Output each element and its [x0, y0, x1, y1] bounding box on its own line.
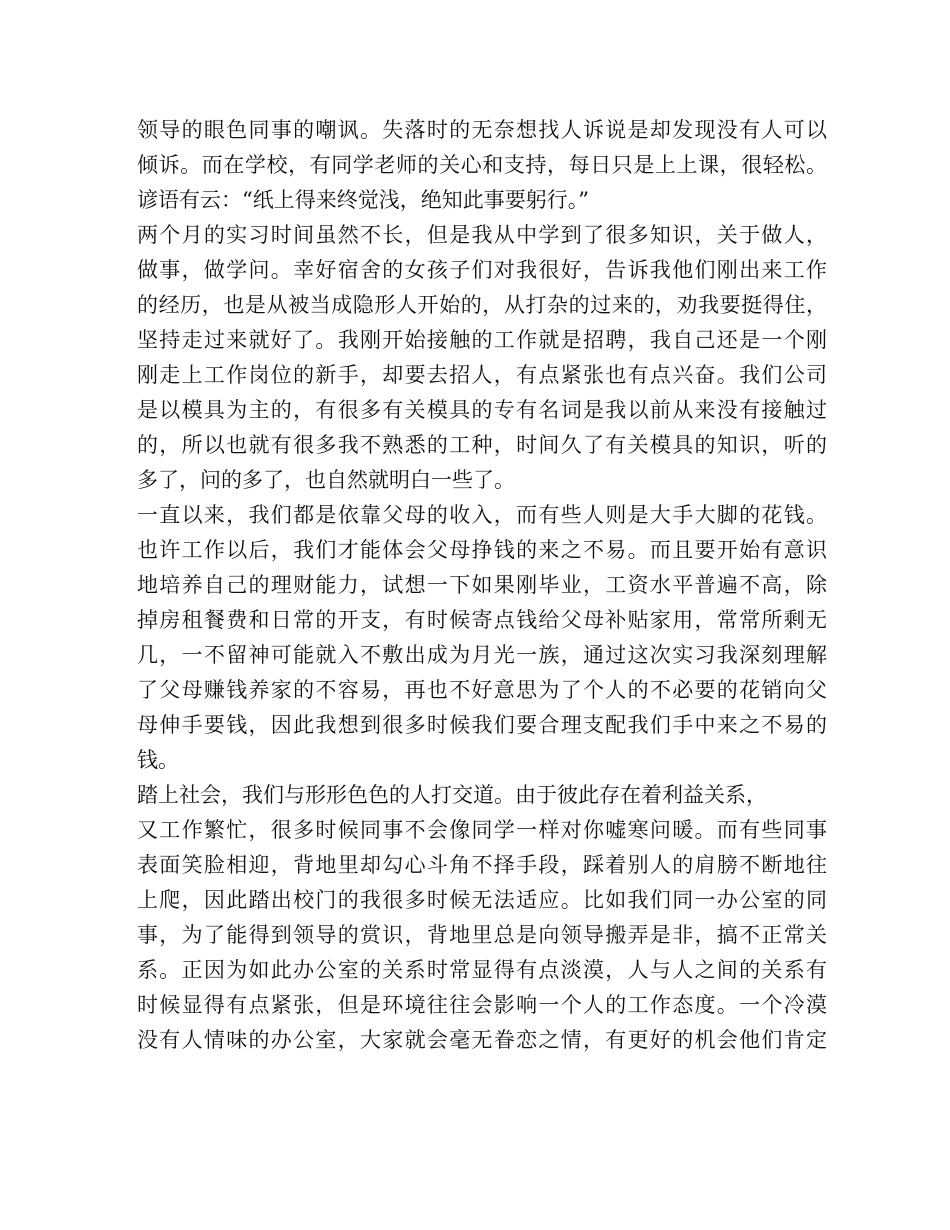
text-line: 事，为了能得到领导的赏识，背地里总是向领导搬弄是非，搞不正常关	[137, 923, 827, 947]
text-line: 也许工作以后，我们才能体会父母挣钱的来之不易。而且要开始有意识	[137, 538, 827, 562]
text-line: 又工作繁忙，很多时候同事不会像同学一样对你嘘寒问暖。而有些同事	[137, 818, 827, 842]
text-line: 是以模具为主的，有很多有关模具的专有名词是我以前从来没有接触过	[137, 398, 827, 422]
text-line: 几，一不留神可能就入不敷出成为月光一族，通过这次实习我深刻理解	[137, 643, 827, 667]
text-line: 地培养自己的理财能力，试想一下如果刚毕业，工资水平普遍不高，除	[137, 573, 827, 597]
text-line: 坚持走过来就好了。我刚开始接触的工作就是招聘，我自己还是一个刚	[137, 328, 827, 352]
text-line: 两个月的实习时间虽然不长，但是我从中学到了很多知识，关于做人，	[137, 223, 827, 247]
text-line: 上爬，因此踏出校门的我很多时候无法适应。比如我们同一办公室的同	[137, 888, 827, 912]
text-line: 踏上社会，我们与形形色色的人打交道。由于彼此存在着利益关系，	[137, 783, 767, 807]
text-line: 谚语有云：“纸上得来终觉浅，绝知此事要躬行。”	[137, 188, 589, 212]
text-line: 系。正因为如此办公室的关系时常显得有点淡漠，人与人之间的关系有	[137, 958, 827, 982]
text-line: 倾诉。而在学校，有同学老师的关心和支持，每日只是上上课，很轻松。	[137, 153, 827, 177]
text-line: 表面笑脸相迎，背地里却勾心斗角不择手段，踩着别人的肩膀不断地往	[137, 853, 827, 877]
text-line: 刚走上工作岗位的新手，却要去招人，有点紧张也有点兴奋。我们公司	[137, 363, 827, 387]
text-line: 没有人情味的办公室，大家就会毫无眷恋之情，有更好的机会他们肯定	[137, 1028, 827, 1052]
text-line: 了父母赚钱养家的不容易，再也不好意思为了个人的不必要的花销向父	[137, 678, 827, 702]
text-line: 钱。	[137, 748, 179, 772]
text-line: 做事，做学问。幸好宿舍的女孩子们对我很好，告诉我他们刚出来工作	[137, 258, 827, 282]
text-line: 领导的眼色同事的嘲讽。失落时的无奈想找人诉说是却发现没有人可以	[137, 118, 827, 142]
body-text	[137, 113, 827, 1058]
text-line: 一直以来，我们都是依靠父母的收入，而有些人则是大手大脚的花钱。	[137, 503, 827, 527]
text-line: 的经历，也是从被当成隐形人开始的，从打杂的过来的，劝我要挺得住，	[137, 293, 827, 317]
text-line: 多了，问的多了，也自然就明白一些了。	[137, 468, 515, 492]
text-line: 母伸手要钱，因此我想到很多时候我们要合理支配我们手中来之不易的	[137, 713, 827, 737]
text-line: 的，所以也就有很多我不熟悉的工种，时间久了有关模具的知识，听的	[137, 433, 827, 457]
text-line: 掉房租餐费和日常的开支，有时候寄点钱给父母补贴家用，常常所剩无	[137, 608, 827, 632]
text-line: 时候显得有点紧张，但是环境往往会影响一个人的工作态度。一个冷漠	[137, 993, 827, 1017]
